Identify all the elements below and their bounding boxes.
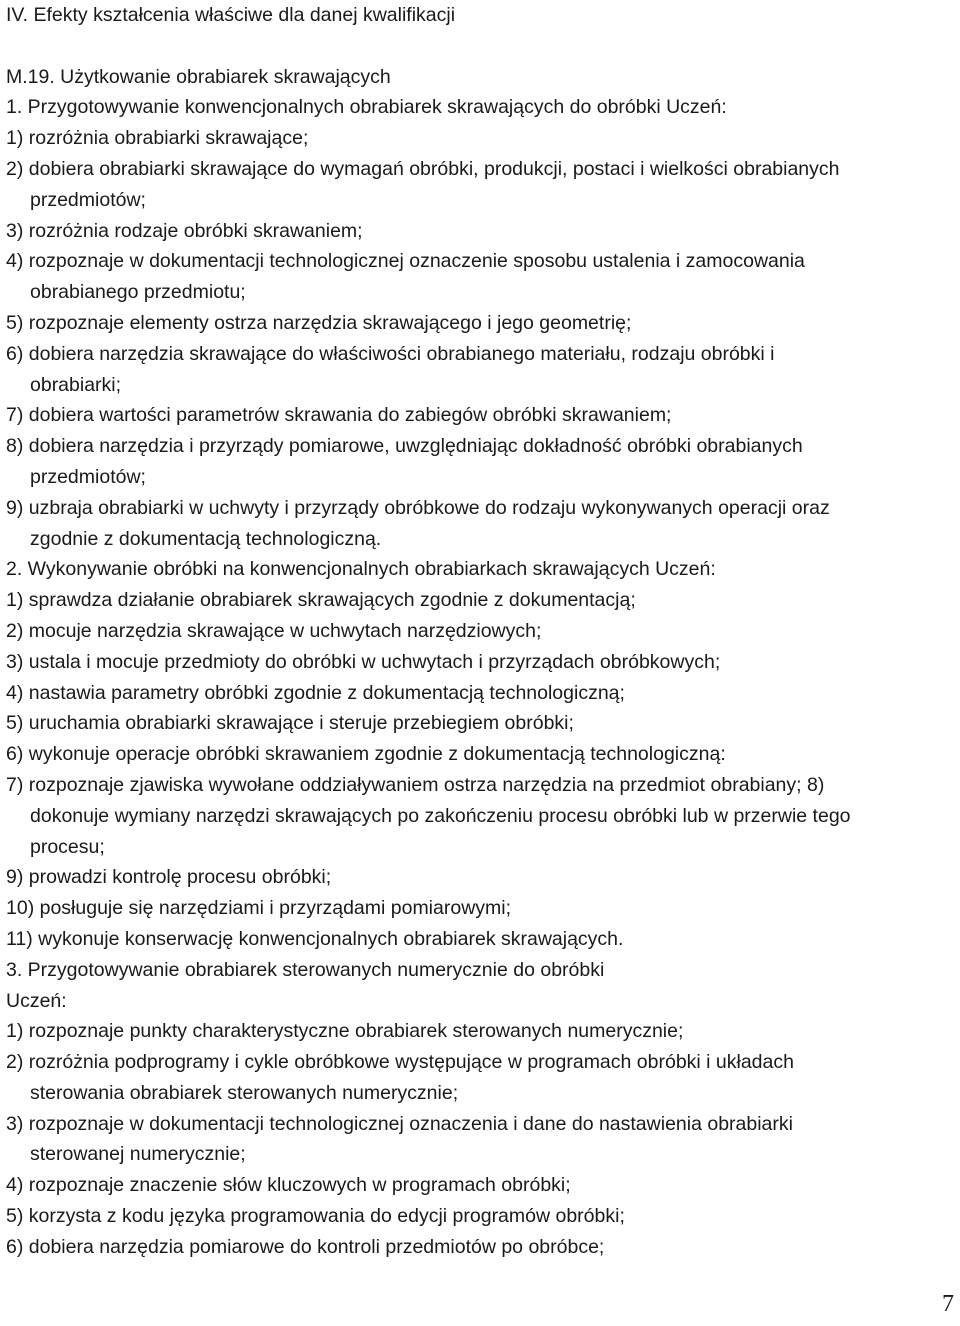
list-item: 11) wykonuje konserwację konwencjonalnych obrabiarek skrawających. — [6, 927, 624, 950]
section-3 — [6, 955, 952, 1263]
list-item: 1) rozpoznaje punkty charakterystyczne obrabiarek sterowanych numerycznie; — [6, 1020, 684, 1043]
list-item: 7) dobiera wartości parametrów skrawania do zabiegów obróbki skrawaniem; — [6, 404, 672, 427]
module-title: M.19. Użytkowanie obrabiarek skrawających — [6, 65, 391, 88]
list-item: 5) korzysta z kodu języka programowania do edycji programów obróbki; — [6, 1205, 625, 1228]
list-item: 9) prowadzi kontrolę procesu obróbki; — [6, 866, 332, 889]
section-1-title: 1. Przygotowywanie konwencjonalnych obrabiarek skrawających do obróbki Uczeń: — [6, 96, 727, 119]
list-item: 6) dobiera narzędzia skrawające do właściwości obrabianego materiału, rodzaju obróbki i — [6, 342, 775, 365]
list-item: 2) dobiera obrabiarki skrawające do wymagań obróbki, produkcji, postaci i wielkości obrabianych — [6, 157, 840, 180]
section-2 — [6, 554, 952, 954]
list-item: 4) nastawia parametry obróbki zgodnie z dokumentacją technologiczną; — [6, 681, 625, 704]
list-item: 5) uruchamia obrabiarki skrawające i steruje przebiegiem obróbki; — [6, 712, 574, 735]
list-item: 4) rozpoznaje znaczenie słów kluczowych w programach obróbki; — [6, 1174, 571, 1197]
list-item-continuation: przedmiotów; — [30, 188, 146, 211]
list-item: 9) uzbraja obrabiarki w uchwyty i przyrządy obróbkowe do rodzaju wykonywanych operacji oraz — [6, 496, 830, 519]
list-item-continuation: obrabiarki; — [30, 373, 122, 396]
blank-line — [6, 31, 952, 62]
section-1 — [6, 92, 952, 554]
list-item: 6) wykonuje operacje obróbki skrawaniem zgodnie z dokumentacją technologiczną: — [6, 743, 726, 766]
list-item: 2) mocuje narzędzia skrawające w uchwytach narzędziowych; — [6, 619, 542, 642]
list-item: 4) rozpoznaje w dokumentacji technologicznej oznaczenie sposobu ustalenia i zamocowania — [6, 250, 805, 273]
list-item-continuation: procesu; — [30, 835, 105, 858]
list-item: 3) rozpoznaje w dokumentacji technologicznej oznaczenia i dane do nastawienia obrabiarki — [6, 1112, 793, 1135]
list-item: 5) rozpoznaje elementy ostrza narzędzia skrawającego i jego geometrię; — [6, 311, 632, 334]
list-item: 3) rozróżnia rodzaje obróbki skrawaniem; — [6, 219, 363, 242]
list-item: 8) dobiera narzędzia i przyrządy pomiarowe, uwzględniając dokładność obróbki obrabianych — [6, 435, 803, 458]
list-item: 1) rozróżnia obrabiarki skrawające; — [6, 127, 309, 150]
list-item: 2) rozróżnia podprogramy i cykle obróbkowe występujące w programach obróbki i układach — [6, 1051, 794, 1074]
list-item: 7) rozpoznaje zjawiska wywołane oddziaływaniem ostrza narzędzia na przedmiot obrabiany; 8) — [6, 773, 825, 796]
list-item-continuation: przedmiotów; — [30, 465, 146, 488]
list-item-continuation: sterowanej numerycznie; — [30, 1143, 246, 1166]
section-3-title: 3. Przygotowywanie obrabiarek sterowanych numerycznie do obróbki — [6, 958, 605, 981]
document-page — [6, 0, 952, 1263]
list-item-continuation: obrabianego przedmiotu; — [30, 281, 246, 304]
page-number: 7 — [942, 1291, 954, 1317]
list-item: 1) sprawdza działanie obrabiarek skrawających zgodnie z dokumentacją; — [6, 589, 636, 612]
section-3-student: Uczeń: — [6, 989, 67, 1012]
list-item: 10) posługuje się narzędziami i przyrządami pomiarowymi; — [6, 897, 512, 920]
list-item-continuation: zgodnie z dokumentacją technologiczną. — [30, 527, 382, 550]
list-item-continuation: dokonuje wymiany narzędzi skrawających po zakończeniu procesu obróbki lub w przerwie tego — [30, 804, 851, 827]
list-item-continuation: sterowania obrabiarek sterowanych numerycznie; — [30, 1081, 459, 1104]
page-heading: IV. Efekty kształcenia właściwe dla danej kwalifikacji — [6, 4, 456, 26]
section-2-title: 2. Wykonywanie obróbki na konwencjonalnych obrabiarkach skrawających Uczeń: — [6, 558, 716, 581]
list-item: 3) ustala i mocuje przedmioty do obróbki w uchwytach i przyrządach obróbkowych; — [6, 650, 721, 673]
list-item: 6) dobiera narzędzia pomiarowe do kontroli przedmiotów po obróbce; — [6, 1235, 605, 1258]
